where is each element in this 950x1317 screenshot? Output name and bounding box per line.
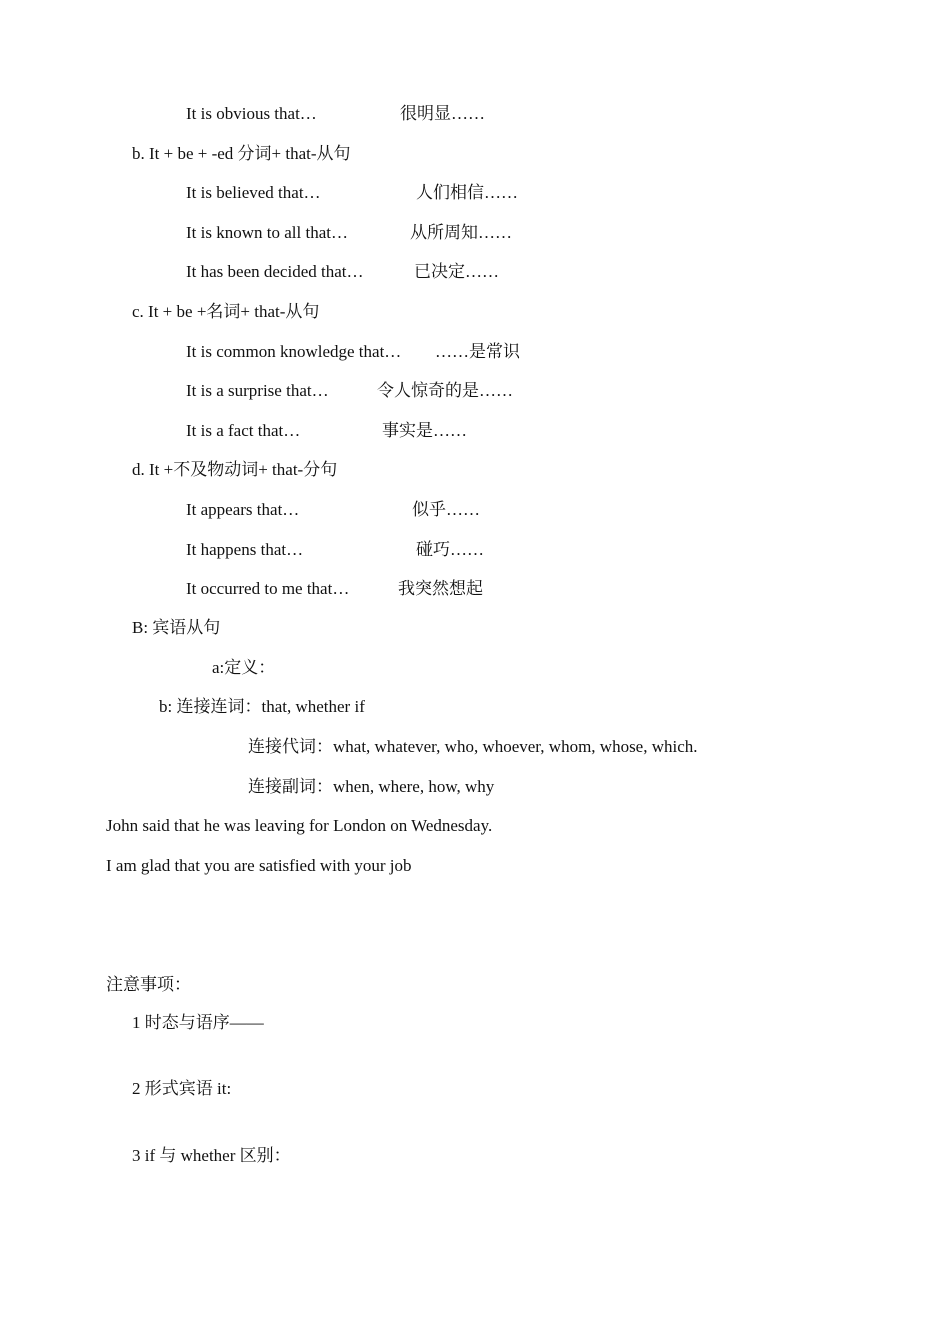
phrase-en: It appears that… (186, 500, 300, 519)
object-clause-adverbs: 连接副词：when, where, how, why (248, 777, 495, 796)
phrase-en: It is common knowledge that… (186, 342, 402, 361)
phrase-zh: 已决定…… (414, 262, 499, 281)
phrase-zh: ……是常识 (435, 342, 520, 361)
phrase-zh: 从所周知…… (410, 223, 512, 242)
phrase-zh: 似乎…… (412, 500, 480, 519)
phrase-en: It is a fact that… (186, 421, 301, 440)
note-item: 3 if 与 whether 区别： (132, 1146, 291, 1165)
section-d-heading: d. It +不及物动词+ that-分句 (132, 460, 338, 479)
phrase-en: It occurred to me that… (186, 579, 350, 598)
phrase-zh: 我突然想起 (398, 579, 483, 598)
phrase-zh: 令人惊奇的是…… (377, 381, 513, 400)
phrase-en: It is believed that… (186, 183, 321, 202)
example-sentence: I am glad that you are satisfied with your job (106, 856, 412, 875)
phrase-en: It is known to all that… (186, 223, 348, 242)
phrase-en: It is obvious that… (186, 104, 317, 123)
section-c-heading: c. It + be +名词+ that-从句 (132, 302, 320, 321)
object-clause-heading: B: 宾语从句 (132, 618, 221, 637)
phrase-zh: 事实是…… (382, 421, 467, 440)
phrase-en: It happens that… (186, 540, 304, 559)
note-item: 2 形式宾语 it: (132, 1079, 232, 1098)
section-b-heading: b. It + be + -ed 分词+ that-从句 (132, 144, 351, 163)
phrase-en: It has been decided that… (186, 262, 364, 281)
phrase-zh: 很明显…… (400, 104, 485, 123)
phrase-zh: 人们相信…… (416, 183, 518, 202)
phrase-zh: 碰巧…… (416, 540, 484, 559)
object-clause-connectives: b: 连接连词：that, whether if (159, 697, 365, 716)
phrase-en: It is a surprise that… (186, 381, 329, 400)
object-clause-pronouns: 连接代词：what, whatever, who, whoever, whom, whose, which. (248, 737, 698, 756)
notes-heading: 注意事项： (106, 975, 191, 994)
object-clause-definition: a:定义： (212, 658, 276, 677)
note-item: 1 时态与语序—— (132, 1013, 264, 1032)
example-sentence: John said that he was leaving for London on Wednesday. (106, 816, 493, 835)
